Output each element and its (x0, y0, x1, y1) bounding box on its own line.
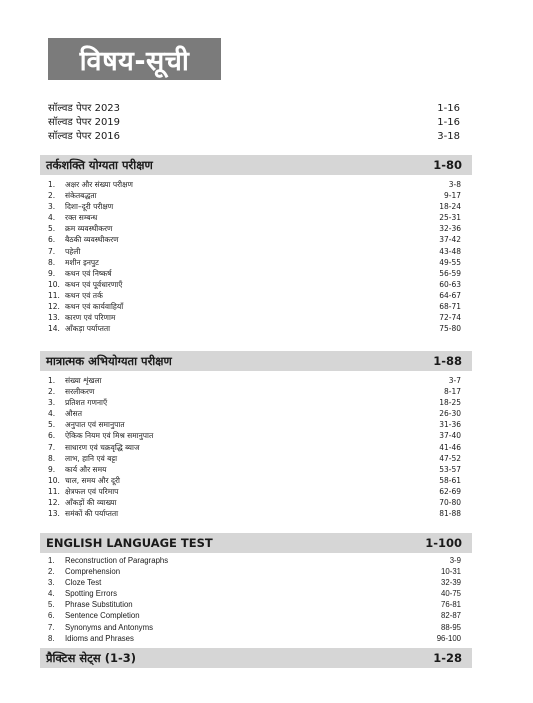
list-item (48, 257, 461, 268)
item-number: 12. (48, 498, 60, 508)
item-number: 5. (48, 224, 56, 234)
item-number: 4. (48, 409, 56, 419)
item-pages: 9-17 (443, 191, 461, 201)
item-label: आँकड़ों की व्याख्या (65, 498, 117, 508)
list-item (48, 212, 461, 223)
item-number: 14. (48, 324, 60, 334)
item-pages: 32-39 (441, 578, 461, 588)
solved-paper-pages: 1-16 (437, 103, 460, 114)
page-title: विषय-सूची (48, 38, 221, 80)
item-label: कारण एवं परिणाम (65, 313, 116, 323)
item-label: कार्य और समय (65, 464, 107, 474)
item-number: 8. (48, 257, 56, 267)
item-label: Idioms and Phrases (65, 633, 134, 643)
item-number: 12. (48, 302, 60, 312)
item-pages: 56-59 (439, 268, 461, 278)
item-number: 3. (48, 202, 56, 212)
list-item (48, 430, 461, 441)
section-items-quantitative (48, 375, 461, 519)
item-label: लाभ, हानि एवं बट्टा (65, 453, 118, 463)
solved-paper-label: सॉल्वड पेपर 2016 (48, 131, 121, 142)
item-number: 10. (48, 279, 60, 289)
item-number: 8. (48, 633, 55, 643)
item-label: कथन एवं तर्क (65, 290, 103, 300)
list-item (48, 497, 461, 508)
item-pages: 70-80 (439, 498, 461, 508)
item-number: 1. (48, 180, 56, 189)
item-number: 1. (48, 556, 55, 565)
item-label: कथन एवं निष्कर्ष (65, 268, 112, 278)
item-pages: 3-8 (448, 180, 461, 189)
solved-papers-list (48, 102, 460, 144)
item-label: Sentence Completion (65, 611, 140, 621)
item-pages: 41-46 (439, 442, 461, 452)
item-label: कथन एवं पूर्वधारणाएँ (65, 279, 123, 289)
item-pages: 25-31 (439, 213, 461, 223)
item-number: 7. (48, 622, 55, 632)
item-label: ऐकिक नियम एवं मिश्र समानुपात (65, 431, 154, 441)
list-item (48, 419, 461, 430)
item-number: 6. (48, 611, 55, 621)
item-pages: 81-88 (439, 509, 461, 519)
item-label: चाल, समय और दूरी (65, 475, 120, 485)
section-pages: 1-88 (433, 354, 462, 368)
item-pages: 37-42 (439, 235, 461, 245)
item-pages: 64-67 (439, 290, 461, 300)
item-number: 2. (48, 387, 56, 397)
item-label: अनुपात एवं समानुपात (65, 420, 125, 430)
item-number: 13. (48, 313, 60, 323)
list-item (48, 464, 461, 475)
item-label: समंकों की पर्याप्तता (65, 509, 119, 519)
section-header-english (40, 533, 472, 553)
item-pages: 75-80 (439, 324, 461, 334)
item-number: 4. (48, 213, 56, 223)
list-item (48, 486, 461, 497)
item-pages: 43-48 (439, 246, 461, 256)
item-label: क्षेत्रफल एवं परिमाप (65, 486, 119, 496)
list-item (48, 301, 461, 312)
solved-paper-label: सॉल्वड पेपर 2019 (48, 117, 121, 128)
section-header-reasoning (40, 155, 472, 175)
item-number: 6. (48, 431, 56, 441)
section-pages: 1-100 (425, 536, 462, 550)
item-number: 10. (48, 475, 60, 485)
solved-paper-label: सॉल्वड पेपर 2023 (48, 103, 121, 114)
section-header-quantitative (40, 351, 472, 371)
item-number: 2. (48, 191, 56, 201)
list-item (48, 290, 461, 301)
list-item (48, 622, 461, 633)
item-number: 7. (48, 246, 56, 256)
item-pages: 60-63 (439, 279, 461, 289)
item-pages: 31-36 (439, 420, 461, 430)
item-number: 13. (48, 509, 60, 519)
item-number: 1. (48, 376, 56, 385)
list-item (48, 408, 461, 419)
list-item (48, 475, 461, 486)
item-number: 9. (48, 268, 56, 278)
solved-paper-row (48, 130, 460, 144)
item-pages: 40-75 (441, 589, 461, 599)
solved-paper-row (48, 102, 460, 116)
item-pages: 76-81 (441, 600, 461, 610)
list-item (48, 234, 461, 245)
solved-paper-pages: 3-18 (437, 131, 460, 142)
item-number: 5. (48, 600, 55, 610)
item-pages: 53-57 (439, 464, 461, 474)
item-pages: 82-87 (441, 611, 461, 621)
item-pages: 88-95 (441, 622, 461, 632)
solved-paper-pages: 1-16 (437, 117, 460, 128)
item-label: दिशा–दूरी परीक्षण (65, 202, 114, 212)
item-label: अक्षर और संख्या परीक्षण (65, 180, 133, 189)
item-label: Spotting Errors (65, 589, 118, 599)
section-title: ENGLISH LANGUAGE TEST (46, 536, 213, 550)
item-label: Cloze Test (65, 578, 102, 588)
item-number: 3. (48, 398, 56, 408)
list-item (48, 375, 461, 386)
item-number: 2. (48, 567, 55, 577)
item-pages: 32-36 (439, 224, 461, 234)
item-number: 6. (48, 235, 56, 245)
item-pages: 10-31 (441, 567, 461, 577)
item-label: Synonyms and Antonyms (65, 622, 153, 632)
item-pages: 96-100 (436, 633, 461, 643)
list-item (48, 386, 461, 397)
item-pages: 37-40 (439, 431, 461, 441)
section-title: प्रैक्टिस सेट्स (1-3) (46, 650, 136, 665)
item-pages: 58-61 (439, 475, 461, 485)
section-title: मात्रात्मक अभियोग्यता परीक्षण (46, 353, 172, 368)
item-number: 11. (48, 290, 60, 300)
item-pages: 49-55 (439, 257, 461, 267)
item-label: औसत (65, 409, 83, 419)
item-label: संकेतबद्धता (65, 191, 97, 201)
item-number: 3. (48, 578, 55, 588)
list-item (48, 577, 461, 588)
list-item (48, 268, 461, 279)
list-item (48, 442, 461, 453)
list-item (48, 633, 461, 644)
item-label: Reconstruction of Paragraphs (65, 556, 169, 565)
list-item (48, 201, 461, 212)
item-pages: 3-9 (449, 556, 461, 565)
list-item (48, 179, 461, 190)
item-number: 8. (48, 453, 56, 463)
list-item (48, 508, 461, 519)
list-item (48, 397, 461, 408)
section-title: तर्कशक्ति योग्यता परीक्षण (46, 157, 153, 172)
list-item (48, 453, 461, 464)
list-item (48, 599, 461, 610)
item-pages: 62-69 (439, 486, 461, 496)
list-item (48, 246, 461, 257)
list-item (48, 223, 461, 234)
item-label: Phrase Substitution (65, 600, 133, 610)
item-label: पहेली (65, 246, 81, 256)
item-pages: 68-71 (439, 302, 461, 312)
item-pages: 72-74 (439, 313, 461, 323)
item-label: मशीन इनपुट (65, 257, 99, 267)
item-label: क्रम व्यवस्थीकरण (65, 224, 113, 234)
list-item (48, 555, 461, 566)
section-items-english (48, 555, 461, 644)
item-label: प्रतिशत गणनाएँ (65, 398, 108, 408)
list-item (48, 610, 461, 621)
section-pages: 1-28 (433, 651, 462, 665)
item-label: आँकड़ा पर्याप्तता (65, 324, 111, 334)
list-item (48, 566, 461, 577)
item-pages: 3-7 (448, 376, 461, 385)
item-number: 11. (48, 486, 60, 496)
solved-paper-row (48, 116, 460, 130)
list-item (48, 588, 461, 599)
item-number: 9. (48, 464, 56, 474)
item-label: सरलीकरण (65, 387, 95, 397)
item-number: 5. (48, 420, 56, 430)
item-label: कथन एवं कार्यवाहियाँ (65, 302, 124, 312)
section-header-practice (40, 648, 472, 668)
list-item (48, 190, 461, 201)
item-number: 4. (48, 589, 55, 599)
item-label: संख्या शृंखला (65, 376, 102, 385)
list-item (48, 323, 461, 334)
section-items-reasoning (48, 179, 461, 334)
item-pages: 8-17 (443, 387, 461, 397)
list-item (48, 312, 461, 323)
item-label: रक्त सम्बन्ध (65, 213, 98, 223)
section-pages: 1-80 (433, 158, 462, 172)
item-number: 7. (48, 442, 56, 452)
list-item (48, 279, 461, 290)
item-pages: 18-25 (439, 398, 461, 408)
item-pages: 18-24 (439, 202, 461, 212)
item-label: Comprehension (65, 567, 121, 577)
item-pages: 26-30 (439, 409, 461, 419)
item-pages: 47-52 (439, 453, 461, 463)
item-label: बैठकी व्यवस्थीकरण (65, 235, 119, 245)
item-label: साधारण एवं चक्रवृद्धि ब्याज (65, 442, 140, 452)
